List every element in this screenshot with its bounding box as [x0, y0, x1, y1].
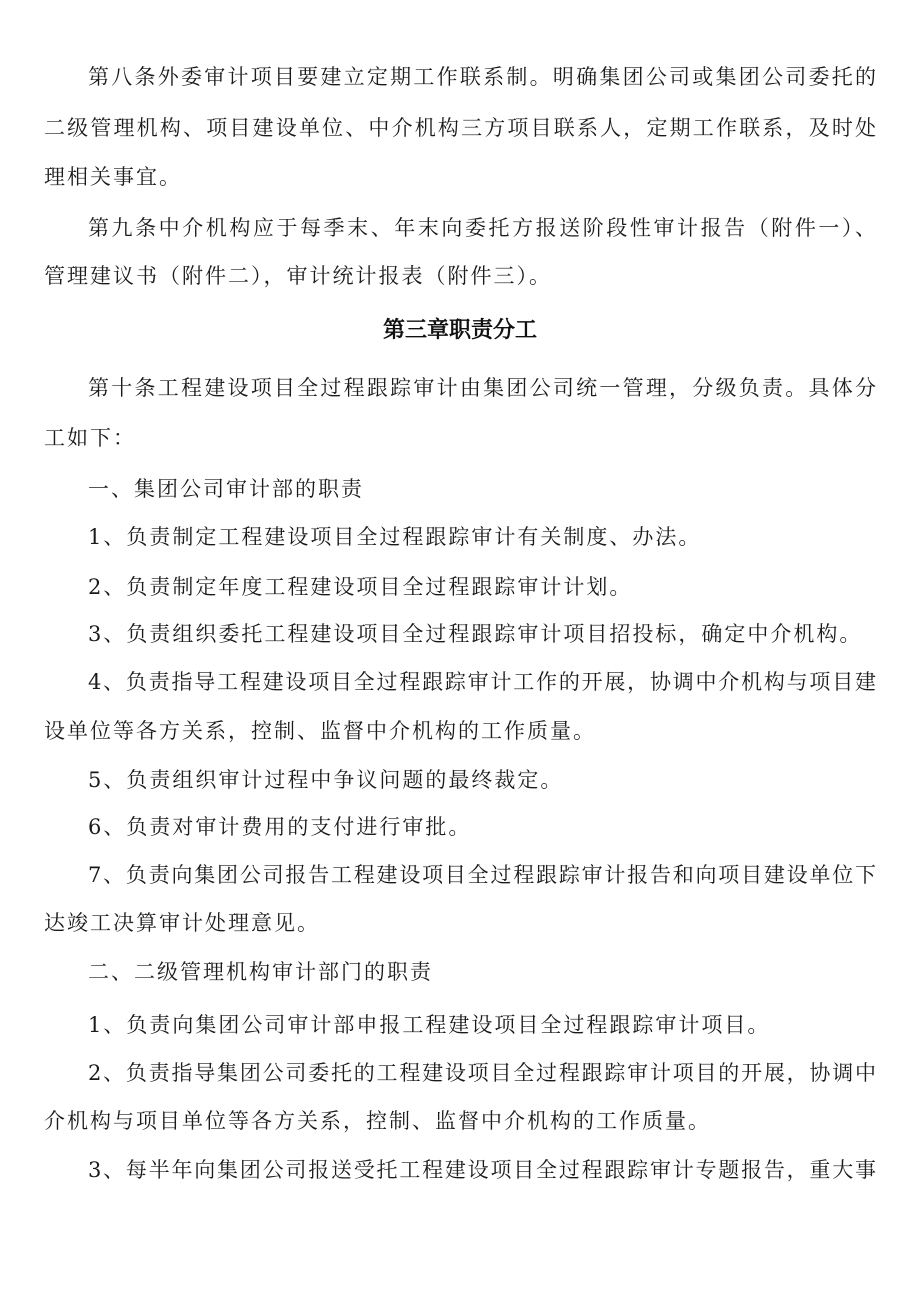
- text-line-6: 第十条工程建设项目全过程跟踪审计由集团公司统一管理，分级负责。具体分: [88, 376, 876, 400]
- list-item-1-7: 7、负责向集团公司报告工程建设项目全过程跟踪审计报告和向项目建设单位下: [88, 863, 876, 887]
- section-heading-2: 二、二级管理机构审计部门的职责: [88, 960, 433, 984]
- list-item-2-1: 1、负责向集团公司审计部申报工程建设项目全过程跟踪审计项目。: [88, 1013, 771, 1037]
- text-line-1: 第八条外委审计项目要建立定期工作联系制。明确集团公司或集团公司委托的: [88, 65, 876, 89]
- text-line-7: 工如下：: [44, 426, 136, 450]
- text-line-3: 理相关事宜。: [44, 165, 182, 189]
- text-line-4: 第九条中介机构应于每季末、年末向委托方报送阶段性审计报告（附件一）、: [88, 216, 876, 240]
- chapter-heading: 第三章职责分工: [382, 318, 537, 343]
- list-item-1-4: 4、负责指导工程建设项目全过程跟踪审计工作的开展，协调中介机构与项目建: [88, 670, 876, 694]
- list-item-2-2: 2、负责指导集团公司委托的工程建设项目全过程跟踪审计项目的开展，协调中: [88, 1061, 876, 1085]
- section-heading-1: 一、集团公司审计部的职责: [88, 477, 364, 501]
- list-item-1-1: 1、负责制定工程建设项目全过程跟踪审计有关制度、办法。: [88, 525, 702, 549]
- list-item-1-2: 2、负责制定年度工程建设项目全过程跟踪审计计划。: [88, 575, 633, 599]
- list-item-1-4-cont: 设单位等各方关系，控制、监督中介机构的工作质量。: [44, 719, 596, 743]
- text-line-5: 管理建议书（附件二），审计统计报表（附件三）。: [44, 264, 552, 288]
- text-line-2: 二级管理机构、项目建设单位、中介机构三方项目联系人，定期工作联系，及时处: [44, 116, 876, 140]
- list-item-2-2-cont: 介机构与项目单位等各方关系，控制、监督中介机构的工作质量。: [44, 1109, 711, 1133]
- list-item-2-3: 3、每半年向集团公司报送受托工程建设项目全过程跟踪审计专题报告，重大事: [88, 1158, 876, 1182]
- list-item-1-3: 3、负责组织委托工程建设项目全过程跟踪审计项目招投标，确定中介机构。: [88, 622, 863, 646]
- list-item-1-7-cont: 达竣工决算审计处理意见。: [44, 911, 320, 935]
- list-item-1-5: 5、负责组织审计过程中争议问题的最终裁定。: [88, 768, 564, 792]
- list-item-1-6: 6、负责对审计费用的支付进行审批。: [88, 815, 472, 839]
